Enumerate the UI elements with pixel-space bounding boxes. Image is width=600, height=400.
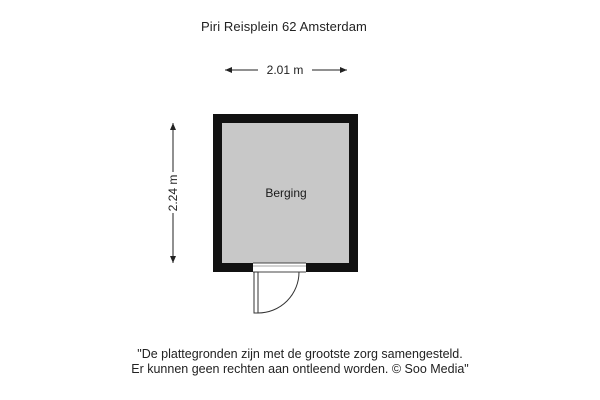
disclaimer-line-2: Er kunnen geen rechten aan ontleend worden. © Soo Media" xyxy=(131,362,469,376)
door-swing-arc xyxy=(258,272,299,313)
disclaimer-line-1: "De plattegronden zijn met de grootste zorg samengesteld. xyxy=(137,347,463,361)
room-label: Berging xyxy=(265,186,307,200)
door xyxy=(254,272,299,313)
room-berging xyxy=(213,114,358,272)
disclaimer xyxy=(0,347,600,377)
width-dimension xyxy=(225,63,347,77)
address-title: Piri Reisplein 62 Amsterdam xyxy=(201,19,367,34)
width-label: 2.01 m xyxy=(266,63,304,77)
height-label: 2.24 m xyxy=(166,174,180,212)
door-opening xyxy=(253,263,306,272)
door-leaf xyxy=(254,272,258,313)
height-dimension xyxy=(166,123,180,263)
